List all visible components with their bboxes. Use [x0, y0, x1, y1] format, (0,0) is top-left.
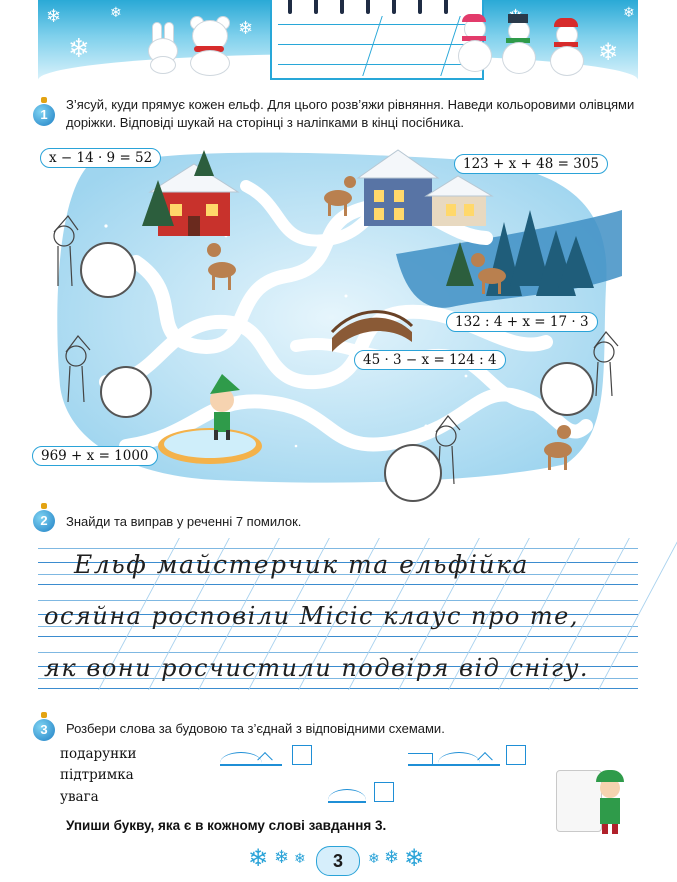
snowflake-icon: ❄: [46, 6, 62, 27]
answer-circle[interactable]: [80, 242, 136, 298]
snowflake-icon: ❄: [274, 847, 290, 868]
handwriting-line-1: Ельф майстерчик та ельфійка: [74, 550, 529, 579]
snowman-icon: [500, 14, 536, 76]
handwriting-lines: [38, 538, 638, 698]
handwriting-line-2: осяйна росповіли Місіс клаус про те,: [44, 602, 579, 630]
equation-5: 969 + x = 1000: [32, 446, 158, 466]
notepad-icon: [270, 0, 484, 80]
answer-circle[interactable]: [384, 444, 442, 502]
snowflake-icon: ❄: [248, 844, 269, 872]
word-schema[interactable]: [328, 789, 400, 809]
bear-icon: [186, 14, 232, 74]
word-item: підтримка: [60, 767, 134, 783]
equation-2: 123 + x + 48 = 305: [454, 154, 608, 174]
snowflake-icon: ❄: [384, 847, 400, 868]
snowflake-icon: ❄: [368, 851, 380, 867]
word-item: подарунки: [60, 746, 137, 762]
handwriting-line-3: як вони росчистили подвіря від снігу.: [44, 654, 590, 682]
snowflake-icon: ❄: [68, 34, 90, 64]
header-banner: [38, 0, 638, 80]
snowflake-icon: ❄: [598, 38, 619, 66]
page-number: 3: [316, 846, 360, 876]
snowflake-icon: ❄: [623, 5, 635, 21]
task1-instruction: З’ясуй, куди прямує кожен ельф. Для цього розв’яжи рівняння. Наведи кольоровими олівцями доріжки. Відповіді шукай на сторінці з наліпками в кінці посібника.: [66, 97, 635, 130]
snowflake-icon: ❄: [238, 18, 254, 39]
equation-1: x − 14 · 9 = 52: [40, 148, 161, 168]
bunny-icon: [146, 22, 180, 72]
answer-circle[interactable]: [100, 366, 152, 418]
word-item: увага: [60, 789, 99, 805]
snowflake-icon: ❄: [294, 851, 306, 867]
task-number-marker: 2: [33, 510, 55, 532]
answer-circle[interactable]: [540, 362, 594, 416]
elf-icon: [556, 770, 636, 836]
equation-4: 45 · 3 − x = 124 : 4: [354, 350, 506, 370]
maze-map: [41, 146, 622, 488]
task-number-marker: 1: [33, 104, 55, 126]
task3-instruction: Розбери слова за будовою та з’єднай з відповідними схемами.: [66, 721, 445, 736]
word-schema[interactable]: [408, 752, 532, 772]
final-instruction: Упиши букву, яка є в кожному слові завдання 3.: [66, 818, 387, 833]
snowman-icon: [456, 14, 492, 76]
snowman-icon: [548, 18, 584, 76]
task-number-marker: 3: [33, 719, 55, 741]
task2-instruction: Знайди та виправ у реченні 7 помилок.: [66, 514, 302, 529]
snowflake-icon: ❄: [404, 844, 425, 872]
snowflake-icon: ❄: [110, 5, 122, 21]
word-schema[interactable]: [220, 752, 320, 772]
equation-3: 132 : 4 + x = 17 · 3: [446, 312, 598, 332]
